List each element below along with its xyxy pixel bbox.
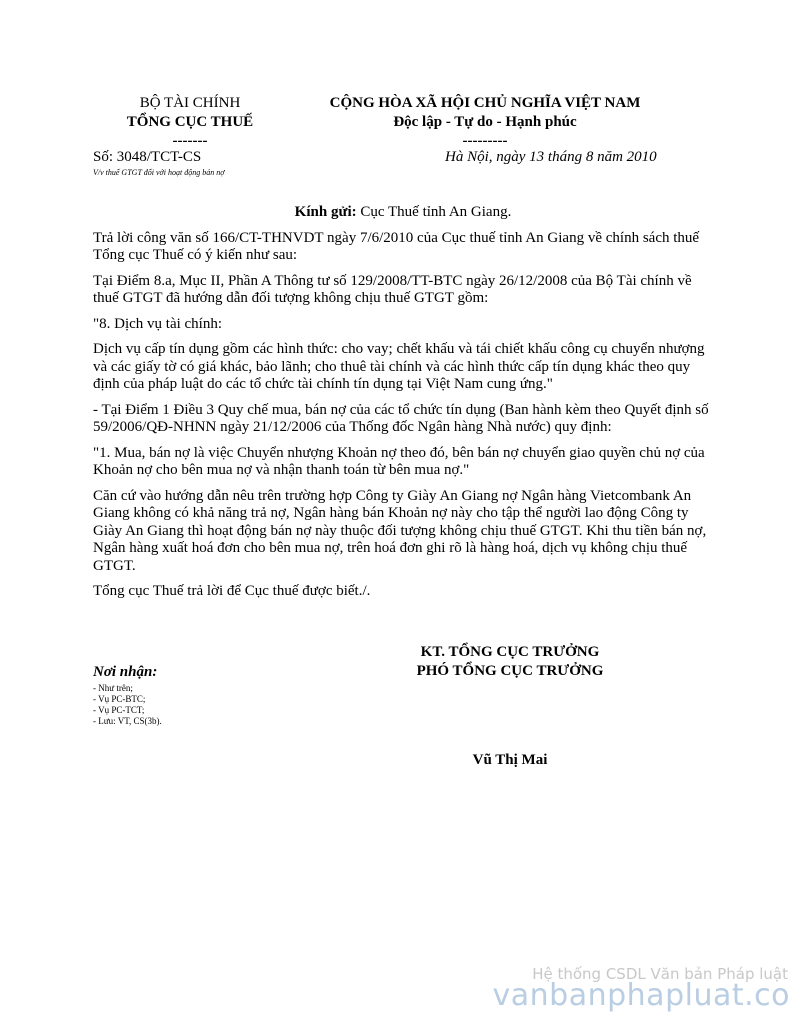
- paragraph-conclusion: Căn cứ vào hướng dẫn nêu trên trường hợp Công ty Giày An Giang nợ Ngân hàng Vietcombank An Giang không có khả năng trả nợ, Ngân hàng bán Khoản nợ này cho tập thể người lao động Công ty Giày An Giang thì hoạt động bán nợ này thuộc đối tượng không chịu thuế GTGT. Khi thu tiền bán nợ, Ngân hàng xuất hoá đơn cho bên mua nợ, trên hoá đơn ghi rõ là hàng hoá, dịch vụ không chịu thuế GTGT.: [93, 487, 707, 574]
- paragraph-debt-definition: "1. Mua, bán nợ là việc Chuyển nhượng Khoản nợ theo đó, bên bán nợ chuyển giao quyền chủ nợ của Khoản nợ cho bên mua nợ và nhận thanh toán từ bên mua nợ.": [93, 444, 705, 478]
- recipients-title: Nơi nhận:: [93, 664, 158, 680]
- country-name: CỘNG HÒA XÃ HỘI CHỦ NGHĨA VIỆT NAM: [329, 95, 641, 111]
- recipient-line: [93, 204, 713, 222]
- paragraph-reply: Trả lời công văn số 166/CT-THNVDT ngày 7/6/2010 của Cục thuế tỉnh An Giang về chính sách thuế Tổng cục Thuế có ý kiến như sau:: [93, 229, 700, 263]
- signature-title-2: PHÓ TỔNG CỤC TRƯỞNG: [416, 663, 604, 679]
- paragraph-circular: Tại Điểm 8.a, Mục II, Phần A Thông tư số 129/2008/TT-BTC ngày 26/12/2008 của Bộ Tài chính về thuế GTGT đã hướng dẫn đối tượng không chịu thuế GTGT gồm:: [93, 272, 692, 306]
- national-header: [300, 94, 670, 151]
- document-number: Số: 3048/TCT-CS: [93, 149, 202, 165]
- watermark-caption: Hệ thống CSDL Văn bản Pháp luật: [532, 965, 788, 983]
- recipient-label: Kính gửi:: [294, 204, 357, 220]
- signer-name: Vũ Thị Mai: [472, 752, 548, 768]
- recipient-name: Cục Thuế tỉnh An Giang.: [356, 204, 512, 220]
- letter-body: [93, 204, 713, 609]
- national-motto: Độc lập - Tự do - Hạnh phúc: [393, 114, 577, 130]
- watermark-site: vanbanphapluat.co: [492, 978, 790, 1013]
- signature-title-1: KT. TỔNG CỤC TRƯỞNG: [420, 644, 600, 660]
- motto-divider: ---------: [462, 133, 508, 149]
- document-date: Hà Nội, ngày 13 tháng 8 năm 2010: [445, 149, 657, 165]
- ministry-name: BỘ TÀI CHÍNH: [139, 95, 241, 111]
- paragraph-financial-services: "8. Dịch vụ tài chính:: [93, 315, 223, 332]
- recipients-list: [93, 683, 162, 727]
- paragraph-closing: Tổng cục Thuế trả lời để Cục thuế được biết./.: [93, 583, 371, 599]
- recipients-item: - Lưu: VT, CS(3b).: [93, 716, 162, 726]
- issuer-divider: -------: [172, 133, 208, 149]
- paragraph-credit-services: Dịch vụ cấp tín dụng gồm các hình thức: cho vay; chết khấu và tái chiết khấu công cụ chuyển nhượng và các giấy tờ có giá khác, bảo lãnh; cho thuê tài chính và các hình thức cấp tín dụng khác theo quy định của pháp luật do các tổ chức tài chính tín dụng tại Việt Nam cung ứng.": [93, 341, 705, 392]
- recipients-item: - Vụ PC-BTC;: [93, 694, 146, 704]
- document-subject: V/v thuế GTGT đối với hoạt động bán nợ: [93, 168, 225, 177]
- signature-block: [370, 643, 650, 681]
- issuer-block: [90, 94, 290, 151]
- recipients-item: - Vụ PC-TCT;: [93, 705, 145, 715]
- recipients-item: - Như trên;: [93, 683, 133, 693]
- paragraph-regulation: - Tại Điểm 1 Điều 3 Quy chế mua, bán nợ của các tổ chức tín dụng (Ban hành kèm theo Quyết định số 59/2006/QĐ-NHNN ngày 21/12/2006 của Thống đốc Ngân hàng Nhà nước) quy định:: [93, 401, 709, 435]
- department-name: TỔNG CỤC THUẾ: [126, 114, 254, 130]
